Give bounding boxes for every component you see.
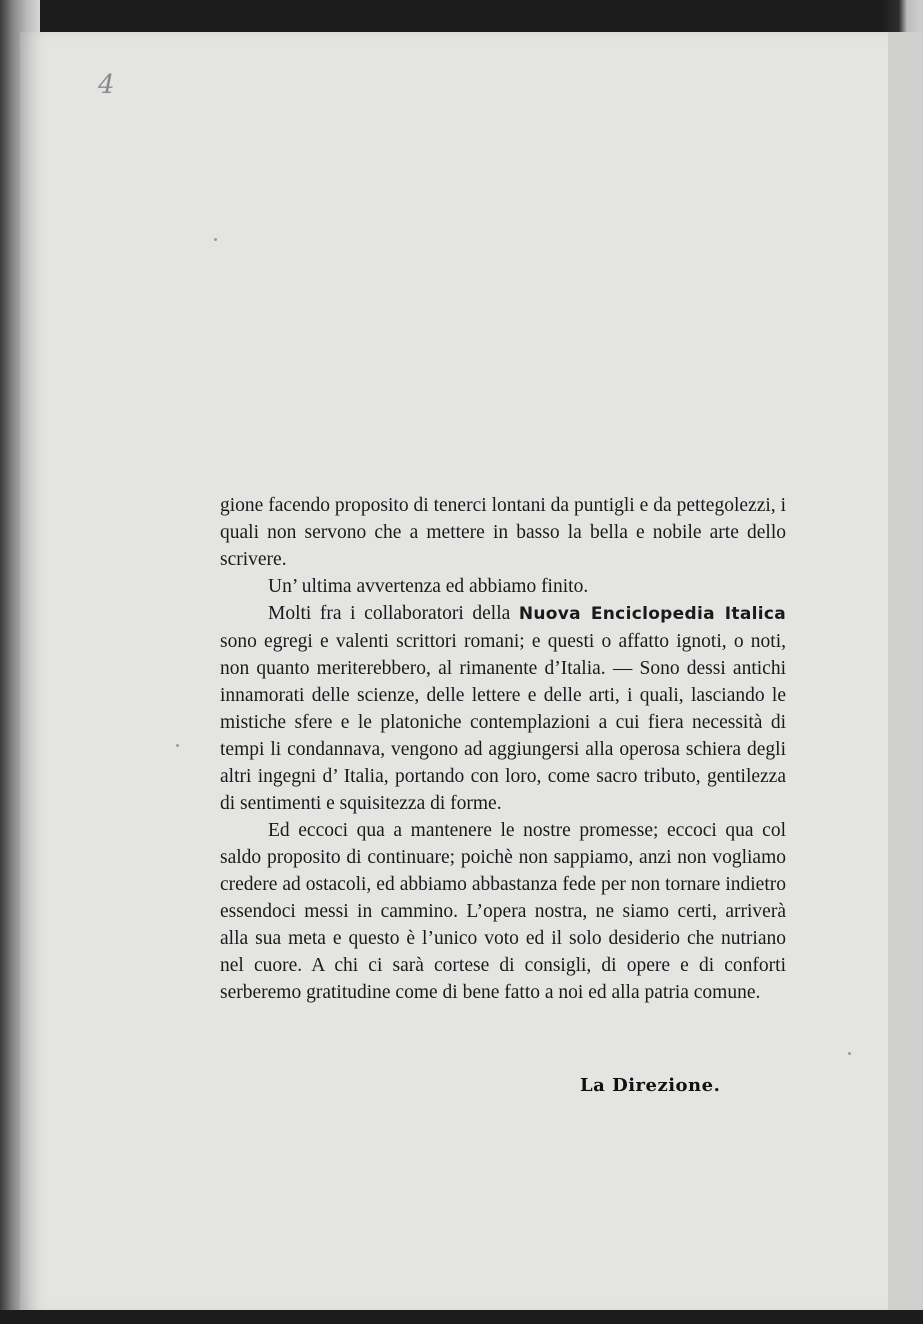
paragraph-3-start: Molti fra i collaboratori della <box>268 603 519 624</box>
paragraph-3-end: sono egregi e valenti scrittori romani; e questi o affatto ignoti, o noti, non quanto meriterebbero, al rimanente d’Italia. — Sono dessi antichi innamorati delle scienze, delle lettere e delle arti, i quali, lasciando le mistiche sfere e le platoniche contemplazioni a cui fiera necessità di tempi li condannava, vengono ad aggiungersi alla operosa schiera degli altri ingegni d’ Italia, portando con loro, come sacro tributo, gentilezza di sentimenti e squisitezza di forme. <box>220 631 786 814</box>
body-text <box>220 492 786 1006</box>
paper-speck <box>176 744 179 747</box>
page-number: 4 <box>98 70 115 100</box>
paper-speck <box>848 1052 851 1055</box>
paper-speck <box>214 238 217 241</box>
paragraph-1: gione facendo proposito di tenerci lontani da puntigli e da pettegolezzi, i quali non servono che a mettere in basso la bella e nobile arte dello scrivere. <box>220 495 786 570</box>
publication-title: Nuova Enciclopedia Italica <box>518 604 786 624</box>
paragraph-4: Ed eccoci qua a mantenere le nostre promesse; eccoci qua col saldo proposito di continuare; poichè non sappiamo, anzi non vogliamo credere ad ostacoli, ed abbiamo abbastanza fede per non tornare indietro essendoci messi in cammino. L’opera nostra, ne siamo certi, arriverà alla sua meta e questo è l’unico voto ed il solo desiderio che nutriano nel cuore. A chi ci sarà cortese di consigli, di opere e di conforti serberemo gratitudine come di bene fatto a noi ed alla patria comune. <box>220 820 786 1003</box>
adjacent-page-strip <box>888 32 923 1312</box>
signature: La Direzione. <box>580 1075 721 1096</box>
paragraph-2: Un’ ultima avvertenza ed abbiamo finito. <box>268 576 589 597</box>
bottom-edge-shadow <box>0 1310 923 1324</box>
paragraph-3 <box>220 600 786 817</box>
